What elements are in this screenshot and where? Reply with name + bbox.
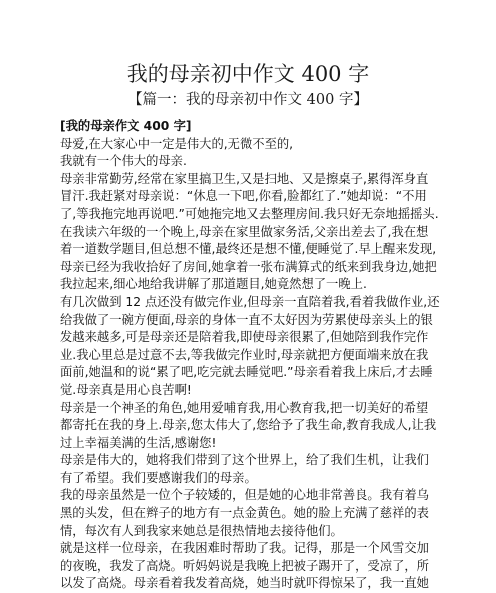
body-paragraph: 母亲是一个神圣的角色,她用爱哺育我,用心教育我,把一切美好的希望都寄托在我的身上.母亲,您太伟大了,您给予了我生命,教育我成人,让我过上幸福美满的生活,感谢您! bbox=[60, 400, 437, 450]
body-paragraph: 母亲是伟大的，她将我们带到了这个世界上，给了我们生机，让我们有了希望。我们要感谢我们的母亲。 bbox=[60, 453, 429, 485]
body-paragraph: 母亲非常勤劳,经常在家里搞卫生,又是扫地、又是擦桌子,累得浑身直冒汗.我赶紧对母亲说：“休息一下吧,你看,脸都红了.”她却说：“不用了,等我拖完地再说吧.”可她拖完地又去整理房间.我只好无奈地摇摇头. bbox=[60, 171, 439, 221]
body-paragraph: 我的母亲虽然是一位个子较矮的，但是她的心地非常善良。我有着乌黑的头发，但在辫子的地方有一点金黄色。她的脸上充满了慈祥的表情，每次有人到我家来她总是很热情地去接待他们。 bbox=[60, 488, 429, 538]
body-paragraph: 在我读六年级的一个晚上,母亲在家里做家务活,父亲出差去了,我在想着一道数学题目,但总想不懂,最终还是想不懂,便睡觉了.早上醒来发现,母亲已经为我收拾好了房间,她拿着一张布满算式的纸来到我身边,她把我拉起来,细心地给我讲解了那道题目,她竟然想了一晚上. bbox=[60, 224, 437, 292]
document-body bbox=[60, 118, 440, 593]
body-paragraph: [我的母亲作文 400 字] bbox=[60, 119, 192, 133]
body-paragraph: 母爱,在大家心中一定是伟大的,无微不至的, bbox=[60, 136, 294, 151]
body-paragraph: 就是这样一位母亲，在我困难时帮助了我。记得，那是一个风雪交加的夜晚，我发了高烧。听妈妈说是我晚上把被子踢开了，受凉了，所以发了高烧。母亲看着我发着高烧，她当时就吓得惊呆了，我一直她 bbox=[60, 541, 429, 591]
document-subtitle: 【篇一：我的母亲初中作文 400 字】 bbox=[128, 92, 368, 108]
body-paragraph: 我就有一个伟大的母亲. bbox=[60, 154, 187, 169]
document-title: 我的母亲初中作文 400 字 bbox=[126, 62, 370, 86]
body-paragraph: 有几次做到 12 点还没有做完作业,但母亲一直陪着我,看着我做作业,还给我做了一碗方便面,母亲的身体一直不太好因为劳累使母亲头上的银发越来越多,可是母亲还是陪着我,即使母亲很累了,但她陪到我作完作业.我心里总是过意不去,等我做完作业时,母亲就把方便面端来放在我面前,她温和的说“累了吧,吃完就去睡觉吧.”母亲看着我上床后,才去睡觉.母亲真是用心良苦啊! bbox=[60, 294, 440, 397]
